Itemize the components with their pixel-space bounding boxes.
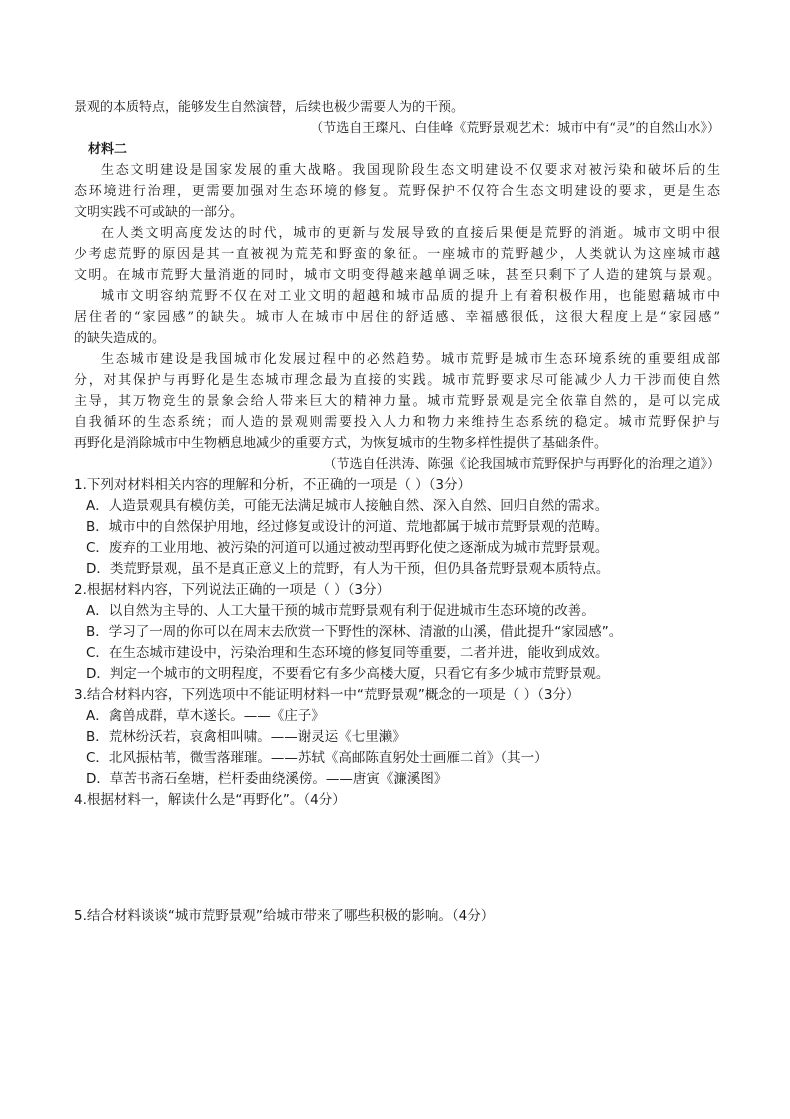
question-1-stem: 1.下列对材料相关内容的理解和分析，不正确的一项是（ ）（3分） bbox=[74, 477, 472, 493]
question-1-option-c[interactable]: C．废弃的工业用地、被污染的河道可以通过被动型再野化使之逐渐成为城市荒野景观。 bbox=[86, 540, 609, 556]
question-3-option-a[interactable]: A．禽兽成群，草木遂长。——《庄子》 bbox=[86, 708, 325, 724]
material1-source: （节选自王璨凡、白佳峰《荒野景观艺术：城市中有“灵”的自然山水》） bbox=[310, 121, 720, 136]
material2-line: 态环境进行治理，更需要加强对生态环境的修复。荒野保护不仅符合生态文明建设的要求，更是生态 bbox=[74, 184, 720, 199]
material2-line: 再野化是消除城市中生物栖息地减少的重要方式，为恢复城市的生物多样性提供了基础条件。 bbox=[74, 436, 608, 451]
material2-line: 分，对其保护与再野化是生态城市理念最为直接的实践。城市荒野要求尽可能减少人力干涉而使自然 bbox=[74, 373, 720, 388]
question-1-option-d[interactable]: D．类荒野景观，虽不是真正意义上的荒野，有人为干预，但仍具备荒野景观本质特点。 bbox=[86, 561, 610, 577]
material2-line: 城市文明容纳荒野不仅在对工业文明的超越和城市品质的提升上有着积极作用，也能慰藉城市中 bbox=[101, 289, 720, 304]
material2-line: 生态城市建设是我国城市化发展过程中的必然趋势。城市荒野是城市生态环境系统的重要组成部 bbox=[101, 352, 720, 367]
question-2-option-d[interactable]: D．判定一个城市的文明程度，不要看它有多少高楼大厦，只看它有多少城市荒野景观。 bbox=[86, 666, 610, 682]
material2-line: 文明实践不可或缺的一部分。 bbox=[74, 205, 244, 220]
question-4-stem: 4.根据材料一，解读什么是“再野化”。（4分） bbox=[74, 792, 346, 808]
material2-line: 居住者的“家园感”的缺失。城市人在城市中居住的舒适感、幸福感很低，这很大程度上是“家园感” bbox=[74, 310, 720, 325]
question-4-answer-area[interactable] bbox=[74, 812, 720, 904]
question-2-option-a[interactable]: A．以自然为主导的、人工大量干预的城市荒野景观有利于促进城市生态环境的改善。 bbox=[86, 603, 595, 619]
material2-line: 文明。在城市荒野大量消逝的同时，城市文明变得越来越单调乏味，甚至只剩下了人造的建筑与景观。 bbox=[74, 268, 720, 283]
question-2-option-c[interactable]: C．在生态城市建设中，污染治理和生态环境的修复同等重要，二者并进，能收到成效。 bbox=[86, 645, 609, 661]
material2-source: （节选自任洪涛、陈强《论我国城市荒野保护与再野化的治理之道》） bbox=[323, 457, 720, 472]
question-5-answer-area[interactable] bbox=[74, 928, 720, 1078]
material2-line: 生态文明建设是国家发展的重大战略。我国现阶段生态文明建设不仅要求对被污染和破坏后的生 bbox=[101, 163, 720, 178]
material2-line: 自我循环的生态系统；而人造的景观则需要投入人力和物力来维持生态系统的稳定。城市荒野保护与 bbox=[74, 415, 720, 430]
question-2-stem: 2.根据材料内容，下列说法正确的一项是（ ）（3分） bbox=[74, 582, 391, 598]
material1-last-line: 景观的本质特点，能够发生自然演替，后续也极少需要人为的干预。 bbox=[74, 100, 465, 115]
material2-line: 在人类文明高度发达的时代，城市的更新与发展导致的直接后果便是荒野的消逝。城市文明中很 bbox=[101, 226, 720, 241]
material2-line: 少考虑荒野的原因是其一直被视为荒芜和野蛮的象征。一座城市的荒野越少，人类就认为这座城市越 bbox=[74, 247, 720, 262]
question-3-stem: 3.结合材料内容，下列选项中不能证明材料一中“荒野景观”概念的一项是（ ）（3分） bbox=[74, 687, 580, 703]
question-1-option-a[interactable]: A．人造景观具有模仿美，可能无法满足城市人接触自然、深入自然、回归自然的需求。 bbox=[86, 498, 609, 514]
material2-line: 的缺失造成的。 bbox=[74, 331, 166, 346]
material2-line: 主导，其万物竞生的景象会给人带来巨大的精神力量。城市荒野景观是完全依靠自然的，是可以完成 bbox=[74, 394, 720, 409]
question-5-stem: 5.结合材料谈谈“城市荒野景观”给城市带来了哪些积极的影响。（4分） bbox=[74, 908, 495, 924]
question-3-option-b[interactable]: B．荒林纷沃若，哀禽相叫啸。——谢灵运《七里濑》 bbox=[86, 729, 406, 745]
material2-heading: 材料二 bbox=[88, 142, 128, 157]
question-3-option-c[interactable]: C．北风振枯苇，微雪落璀璀。——苏轼《高邮陈直躬处士画雁二首》（其一） bbox=[86, 750, 548, 766]
question-1-option-b[interactable]: B．城市中的自然保护用地，经过修复或设计的河道、荒地都属于城市荒野景观的范畴。 bbox=[86, 519, 609, 535]
question-3-option-d[interactable]: D．草苦书斋石垒塘，栏杆委曲绕溪傍。——唐寅《濂溪图》 bbox=[86, 771, 448, 787]
question-2-option-b[interactable]: B．学习了一周的你可以在周末去欣赏一下野性的深林、清澈的山溪，借此提升“家园感”。 bbox=[86, 624, 623, 640]
